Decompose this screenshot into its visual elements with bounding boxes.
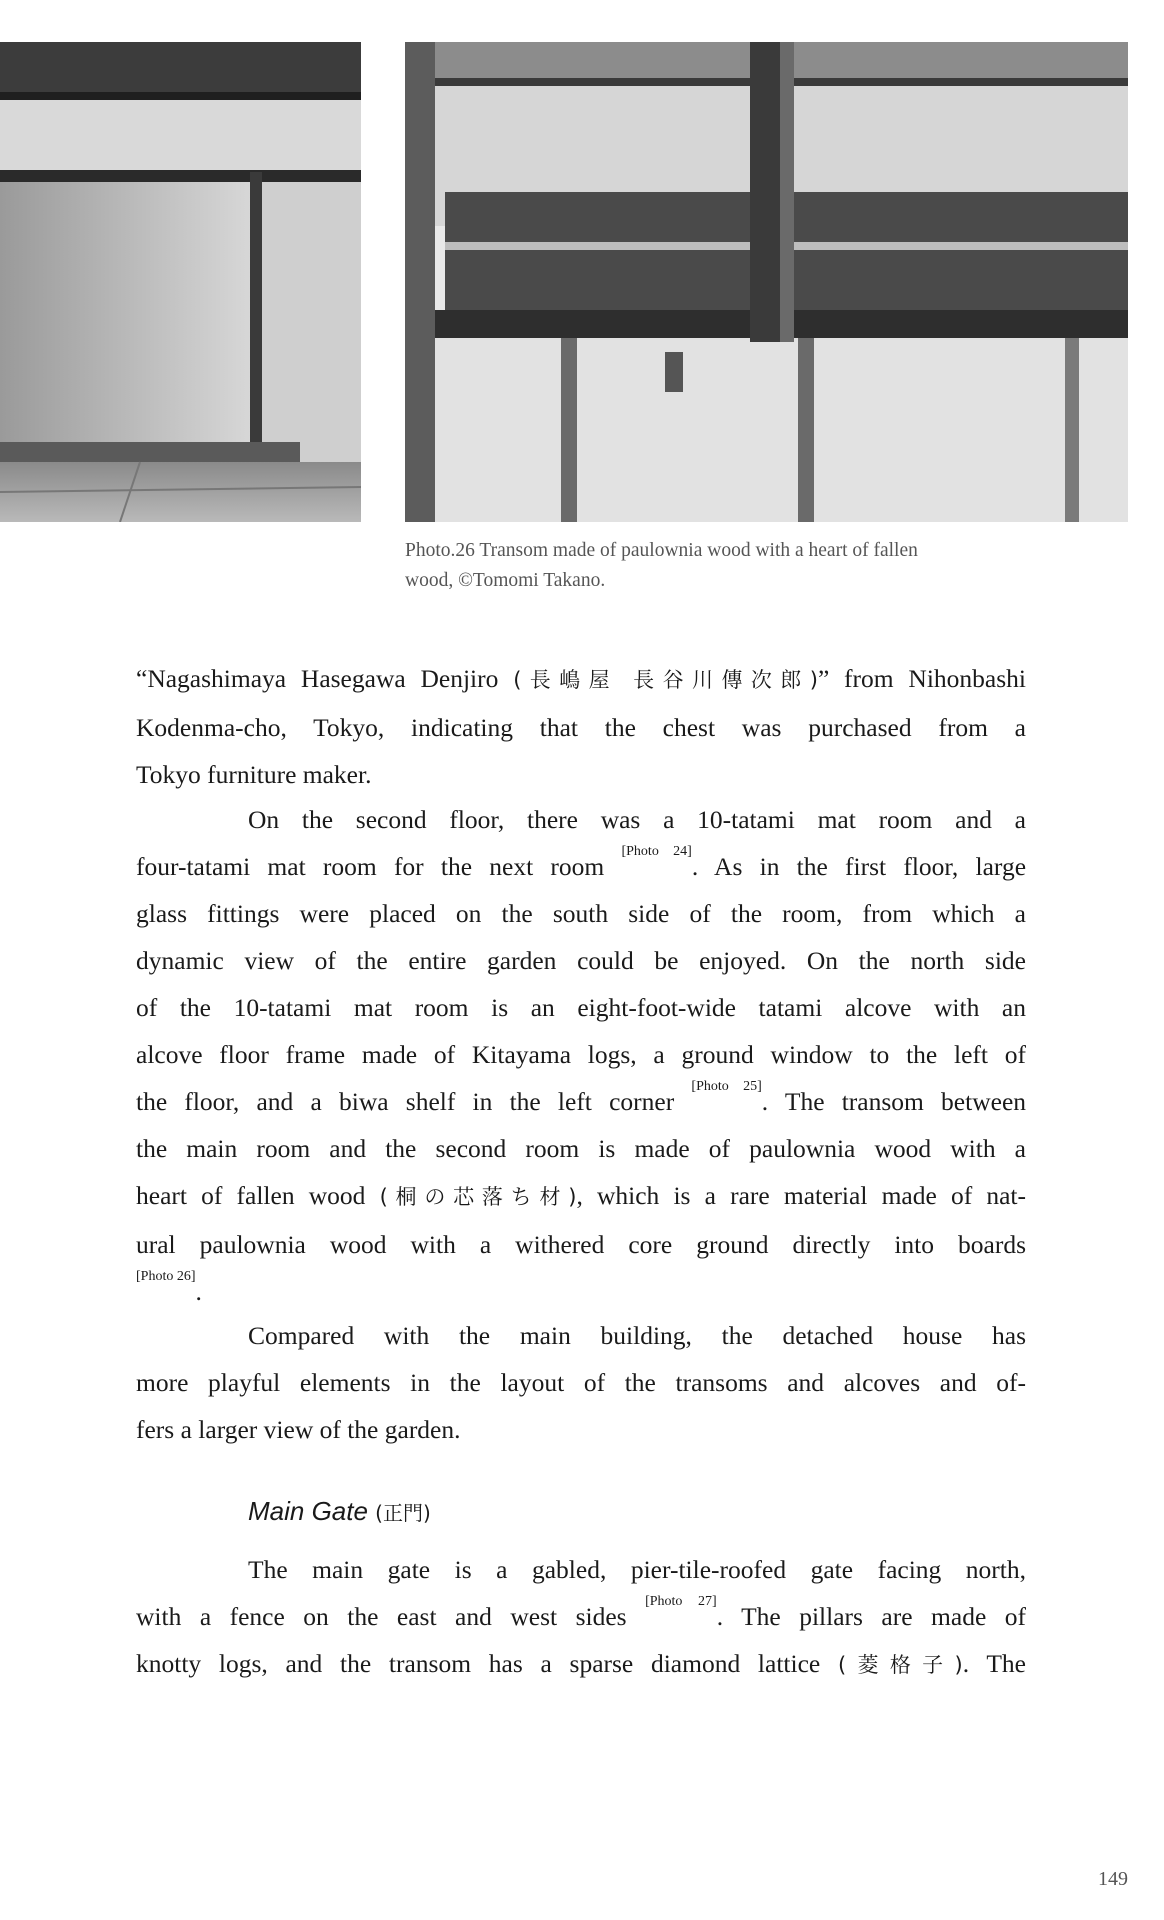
page-number: 149 bbox=[1098, 1868, 1128, 1890]
paragraph-3 bbox=[136, 1312, 1026, 1453]
text-line: alcove floor frame made of Kitayama logs, a ground window to the left of bbox=[136, 1040, 1026, 1069]
japanese-text: (長嶋屋 長谷川傳次郎) bbox=[513, 668, 818, 692]
text-line: glass fittings were placed on the south side of the room, from which a bbox=[136, 899, 1026, 928]
text-line bbox=[136, 1640, 1026, 1689]
text-line: fers a larger view of the garden. bbox=[136, 1415, 461, 1444]
text-line: Kodenma-cho, Tokyo, indicating that the chest was purchased from a bbox=[136, 713, 1026, 742]
transom-photo bbox=[405, 42, 1128, 522]
text-line bbox=[136, 1078, 1026, 1125]
photo-reference: [Photo 27] bbox=[645, 1594, 717, 1609]
japanese-text: (正門) bbox=[375, 1501, 431, 1525]
text-line bbox=[136, 1172, 1026, 1221]
text-span: knotty logs, and the transom has a sparse diamond lattice bbox=[136, 1649, 838, 1678]
text-span: ” from Nihonbashi bbox=[817, 664, 1027, 693]
text-line: ural paulownia wood with a withered core ground directly into boards bbox=[136, 1230, 1026, 1259]
paragraph-2 bbox=[136, 796, 1026, 1315]
text-line bbox=[136, 843, 1026, 890]
heading-text: Main Gate bbox=[248, 1496, 376, 1526]
text-span: . bbox=[195, 1277, 202, 1306]
text-line: Tokyo furniture maker. bbox=[136, 760, 372, 789]
text-line bbox=[136, 1593, 1026, 1640]
photo-reference: [Photo 24] bbox=[621, 844, 692, 859]
japanese-text: (菱格子) bbox=[837, 1653, 963, 1677]
text-span: heart of fallen wood bbox=[136, 1181, 380, 1210]
section-heading bbox=[248, 1496, 431, 1527]
text-span: four-tatami mat room for the next room bbox=[136, 852, 622, 881]
japanese-text: (桐の芯落ち材) bbox=[379, 1185, 577, 1209]
tatami-room-photo bbox=[0, 42, 361, 522]
text-span: , which is a rare material made of nat- bbox=[576, 1181, 1027, 1210]
text-line bbox=[136, 655, 1026, 704]
text-line: On the second floor, there was a 10-tatami mat room and a bbox=[248, 805, 1026, 834]
photo-reference: [Photo 25] bbox=[691, 1079, 762, 1094]
text-span: . The bbox=[962, 1649, 1026, 1678]
text-line: the main room and the second room is made of paulownia wood with a bbox=[136, 1134, 1026, 1163]
text-span: . As in the first floor, large bbox=[691, 852, 1027, 881]
photo-caption bbox=[405, 536, 1025, 596]
photo-reference: [Photo 26] bbox=[136, 1269, 196, 1284]
text-line: of the 10-tatami mat room is an eight-foot-wide tatami alcove with an bbox=[136, 993, 1026, 1022]
text-line: more playful elements in the layout of the transoms and alcoves and of- bbox=[136, 1368, 1026, 1397]
text-span: with a fence on the east and west sides bbox=[136, 1602, 646, 1631]
text-span: . The transom between bbox=[761, 1087, 1027, 1116]
text-span: “Nagashimaya Hasegawa Denjiro bbox=[136, 664, 514, 693]
caption-line: wood, ©Tomomi Takano. bbox=[405, 570, 606, 591]
text-line: The main gate is a gabled, pier-tile-roofed gate facing north, bbox=[248, 1555, 1026, 1584]
text-line bbox=[136, 1268, 1026, 1315]
text-line: Compared with the main building, the detached house has bbox=[248, 1321, 1026, 1350]
text-span: . The pillars are made of bbox=[716, 1602, 1026, 1631]
text-span: the floor, and a biwa shelf in the left corner bbox=[136, 1087, 692, 1116]
caption-line: Photo.26 Transom made of paulownia wood with a heart of fallen bbox=[405, 540, 918, 561]
paragraph-4 bbox=[136, 1546, 1026, 1689]
paragraph-1 bbox=[136, 655, 1026, 798]
text-line: dynamic view of the entire garden could be enjoyed. On the north side bbox=[136, 946, 1026, 975]
